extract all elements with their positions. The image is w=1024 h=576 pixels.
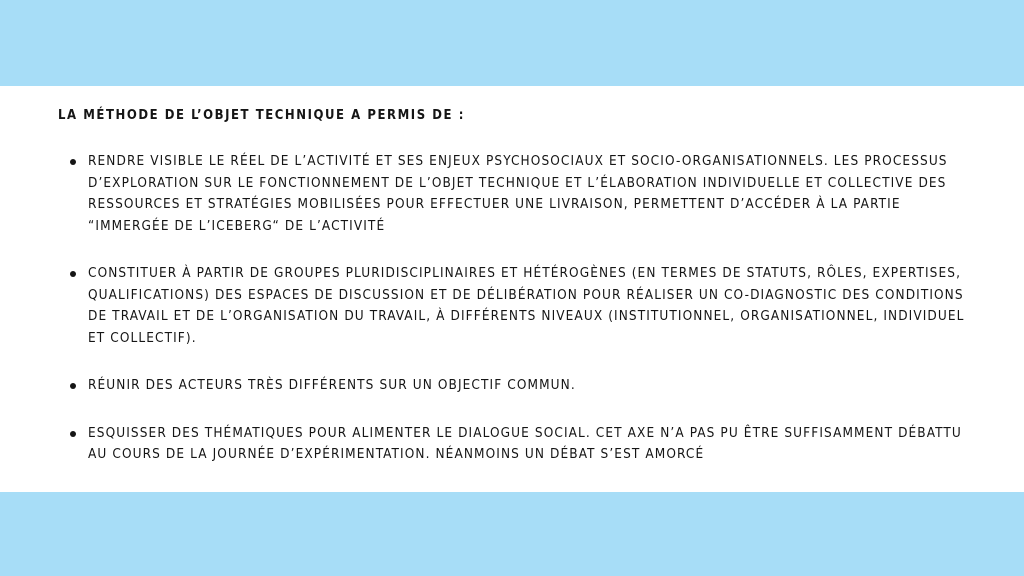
bullet-item-discussion-spaces — [70, 263, 970, 349]
bullet-item-social-dialogue — [70, 423, 970, 466]
bullet-dot-icon — [70, 159, 76, 165]
bullet-text: RÉUNIR DES ACTEURS TRÈS DIFFÉRENTS SUR UN OBJECTIF COMMUN. — [88, 377, 576, 393]
slide-content — [0, 86, 1024, 492]
bullet-dot-icon — [70, 383, 76, 389]
bullet-item-visible-reality — [70, 151, 970, 237]
bullet-item-common-objective — [70, 375, 970, 397]
bullet-text: CONSTITUER À PARTIR DE GROUPES PLURIDISCIPLINAIRES ET HÉTÉROGÈNES (EN TERMES DE STATUTS, RÔLES, EXPERTISES, QUALIFICATIONS) DES ESPACES DE DISCUSSION ET DE DÉLIBÉRATION POUR RÉALISER UN CO-DIAGNOSTIC DES CONDITIONS DE TRAVAIL ET DE L’ORGANISATION DU TRAVAIL, À DIFFÉRENTS NIVEAUX (INSTITUTIONNEL, ORGANISATIONNEL, INDIVIDUEL ET COLLECTIF). — [88, 265, 965, 346]
bottom-band — [0, 492, 1024, 576]
bullet-text: ESQUISSER DES THÉMATIQUES POUR ALIMENTER LE DIALOGUE SOCIAL. CET AXE N’A PAS PU ÊTRE SUFFISAMMENT DÉBATTU AU COURS DE LA JOURNÉE D’EXPÉRIMENTATION. NÉANMOINS UN DÉBAT S’EST AMORCÉ — [88, 424, 962, 462]
bullet-dot-icon — [70, 431, 76, 437]
bullet-dot-icon — [70, 271, 76, 277]
bullet-list — [70, 151, 970, 492]
bullet-text: RENDRE VISIBLE LE RÉEL DE L’ACTIVITÉ ET SES ENJEUX PSYCHOSOCIAUX ET SOCIO-ORGANISATIONNELS. LES PROCESSUS D’EXPLORATION SUR LE FONCTIONNEMENT DE L’OBJET TECHNIQUE ET L’ÉLABORATION INDIVIDUELLE ET COLLECTIVE DES RESSOURCES ET STRATÉGIES MOBILISÉES POUR EFFECTUER UNE LIVRAISON, PERMETTENT D’ACCÉDER À LA PARTIE “IMMERGÉE DE L’ICEBERG“ DE L’ACTIVITÉ — [88, 153, 948, 234]
top-band — [0, 0, 1024, 86]
slide-heading: LA MÉTHODE DE L’OBJET TECHNIQUE A PERMIS DE : — [58, 108, 465, 123]
